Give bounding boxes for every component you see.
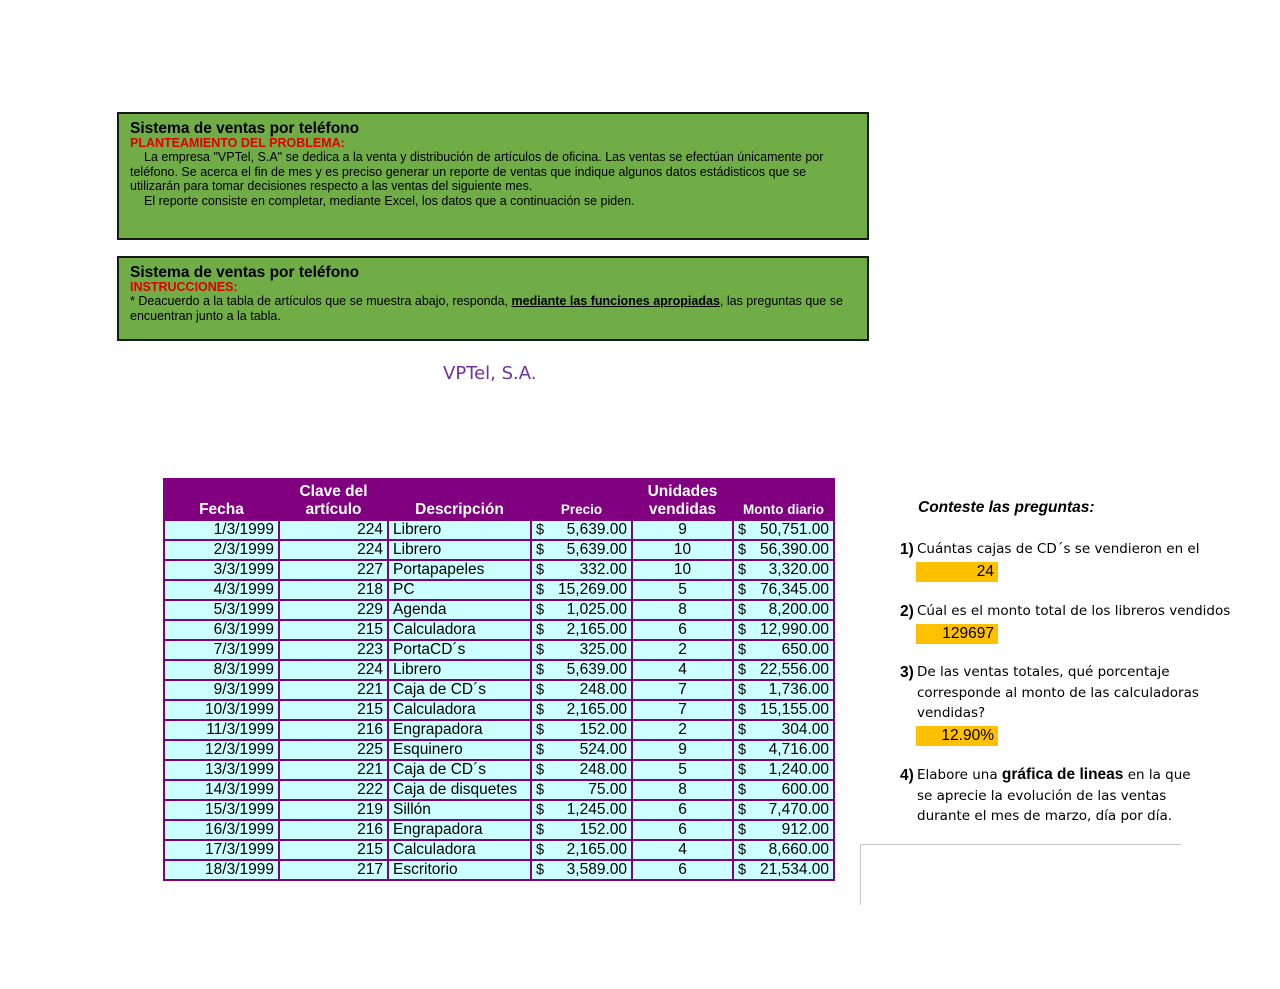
cell-monto[interactable]: $ 12,990.00 xyxy=(733,620,834,640)
header-precio[interactable]: Precio xyxy=(531,479,632,520)
header-fecha[interactable]: Fecha xyxy=(164,479,279,520)
cell-monto[interactable]: $ 21,534.00 xyxy=(733,860,834,880)
cell-descripcion[interactable]: Engrapadora xyxy=(388,720,531,740)
cell-descripcion[interactable]: Agenda xyxy=(388,600,531,620)
cell-descripcion[interactable]: Librero xyxy=(388,660,531,680)
cell-monto[interactable]: $ 76,345.00 xyxy=(733,580,834,600)
currency-symbol: $ xyxy=(738,562,747,578)
currency-symbol: $ xyxy=(738,662,747,678)
cell-fecha[interactable]: 16/3/1999 xyxy=(164,820,279,840)
cell-fecha[interactable]: 14/3/1999 xyxy=(164,780,279,800)
table-row xyxy=(164,760,834,780)
cell-monto[interactable]: $ 912.00 xyxy=(733,820,834,840)
cell-precio[interactable]: $ 248.00 xyxy=(531,680,632,700)
cell-monto[interactable]: $ 1,736.00 xyxy=(733,680,834,700)
cell-monto[interactable]: $ 304.00 xyxy=(733,720,834,740)
cell-unidades[interactable]: 7 xyxy=(632,700,733,720)
cell-unidades[interactable]: 6 xyxy=(632,620,733,640)
cell-clave[interactable]: 223 xyxy=(279,640,388,660)
cell-precio[interactable]: $ 2,165.00 xyxy=(531,620,632,640)
currency-symbol: $ xyxy=(738,702,747,718)
cell-fecha[interactable]: 6/3/1999 xyxy=(164,620,279,640)
cell-unidades[interactable]: 2 xyxy=(632,720,733,740)
cell-monto[interactable]: $ 7,470.00 xyxy=(733,800,834,820)
problem-box-subtitle: PLANTEAMIENTO DEL PROBLEMA: xyxy=(130,136,345,150)
problem-statement-box xyxy=(117,112,869,240)
cell-precio[interactable]: $ 5,639.00 xyxy=(531,520,632,540)
currency-symbol: $ xyxy=(536,822,545,838)
table-row xyxy=(164,600,834,620)
cell-unidades[interactable]: 5 xyxy=(632,580,733,600)
currency-symbol: $ xyxy=(738,722,747,738)
cell-fecha[interactable]: 13/3/1999 xyxy=(164,760,279,780)
cell-fecha[interactable]: 4/3/1999 xyxy=(164,580,279,600)
instructions-text: * Deacuerdo a la tabla de artículos que se muestra abajo, responda, mediante las funciones apropiadas, las preguntas que se encuentran junto a la tabla. xyxy=(130,294,843,323)
cell-fecha[interactable]: 11/3/1999 xyxy=(164,720,279,740)
cell-fecha[interactable]: 18/3/1999 xyxy=(164,860,279,880)
cell-unidades[interactable]: 4 xyxy=(632,840,733,860)
currency-symbol: $ xyxy=(536,642,545,658)
cell-fecha[interactable]: 5/3/1999 xyxy=(164,600,279,620)
cell-precio[interactable]: $ 2,165.00 xyxy=(531,700,632,720)
currency-symbol: $ xyxy=(536,622,545,638)
cell-descripcion[interactable]: Librero xyxy=(388,520,531,540)
question-1-text: Cuántas cajas de CD´s se vendieron en el xyxy=(917,541,1200,557)
currency-symbol: $ xyxy=(536,522,545,538)
currency-symbol: $ xyxy=(536,582,545,598)
currency-symbol: $ xyxy=(738,842,747,858)
cell-precio[interactable]: $ 5,639.00 xyxy=(531,540,632,560)
question-3-line-3: vendidas? xyxy=(917,705,986,721)
cell-fecha[interactable]: 1/3/1999 xyxy=(164,520,279,540)
cell-monto[interactable]: $ 4,716.00 xyxy=(733,740,834,760)
cell-monto[interactable]: $ 56,390.00 xyxy=(733,540,834,560)
cell-precio[interactable]: $ 1,025.00 xyxy=(531,600,632,620)
currency-symbol: $ xyxy=(738,782,747,798)
problem-paragraph-1: La empresa "VPTel, S.A" se dedica a la venta y distribución de artículos de oficina. Las ventas se efectúan únicamente por teléfono. Se acerca el fin de mes y es preciso generar un reporte de ventas que indique algunos datos estádisticos que se utilizarán para tomar decisiones respecto a las ventas del siguiente mes. xyxy=(130,150,824,193)
cell-unidades[interactable]: 5 xyxy=(632,760,733,780)
question-2-text: Cúal es el monto total de los libreros vendidos xyxy=(917,603,1231,619)
question-1 xyxy=(898,539,1198,582)
question-3-answer-cell[interactable]: 12.90% xyxy=(916,726,998,746)
question-1-number: 1) xyxy=(900,541,914,558)
table-row xyxy=(164,720,834,740)
cell-monto[interactable]: $ 8,200.00 xyxy=(733,600,834,620)
cell-clave[interactable]: 224 xyxy=(279,520,388,540)
currency-symbol: $ xyxy=(738,762,747,778)
cell-unidades[interactable]: 8 xyxy=(632,600,733,620)
question-3-number: 3) xyxy=(900,664,914,681)
cell-clave[interactable]: 218 xyxy=(279,580,388,600)
cell-descripcion[interactable]: Librero xyxy=(388,540,531,560)
currency-symbol: $ xyxy=(536,602,545,618)
currency-symbol: $ xyxy=(738,822,747,838)
cell-clave[interactable]: 219 xyxy=(279,800,388,820)
currency-symbol: $ xyxy=(738,802,747,818)
cell-precio[interactable]: $ 1,245.00 xyxy=(531,800,632,820)
sales-table-body xyxy=(164,520,834,880)
cell-descripcion[interactable]: Escritorio xyxy=(388,860,531,880)
cell-precio[interactable]: $ 248.00 xyxy=(531,760,632,780)
problem-box-title: Sistema de ventas por teléfono xyxy=(130,120,360,137)
instructions-emphasis: mediante las funciones apropiadas xyxy=(511,294,720,308)
cell-clave[interactable]: 224 xyxy=(279,660,388,680)
currency-symbol: $ xyxy=(738,522,747,538)
cell-monto[interactable]: $ 650.00 xyxy=(733,640,834,660)
cell-descripcion[interactable]: Caja de CD´s xyxy=(388,680,531,700)
sales-table xyxy=(163,478,835,881)
cell-unidades[interactable]: 7 xyxy=(632,680,733,700)
currency-symbol: $ xyxy=(536,762,545,778)
cell-fecha[interactable]: 8/3/1999 xyxy=(164,660,279,680)
cell-unidades[interactable]: 9 xyxy=(632,520,733,540)
cell-precio[interactable]: $ 15,269.00 xyxy=(531,580,632,600)
cell-precio[interactable]: $ 524.00 xyxy=(531,740,632,760)
question-3-line-2: corresponde al monto de las calculadoras xyxy=(917,684,1199,701)
question-4-line-2: se aprecie la evolución de las ventas xyxy=(917,787,1167,804)
cell-descripcion[interactable]: Calculadora xyxy=(388,840,531,860)
currency-symbol: $ xyxy=(536,722,545,738)
currency-symbol: $ xyxy=(738,542,747,558)
problem-box-text xyxy=(130,150,856,208)
currency-symbol: $ xyxy=(738,642,747,658)
currency-symbol: $ xyxy=(536,742,545,758)
cell-descripcion[interactable]: Engrapadora xyxy=(388,820,531,840)
questions-title: Conteste las preguntas: xyxy=(918,499,1095,516)
cell-descripcion[interactable]: Caja de CD´s xyxy=(388,760,531,780)
table-row xyxy=(164,620,834,640)
cell-unidades[interactable]: 8 xyxy=(632,780,733,800)
cell-precio[interactable]: $ 332.00 xyxy=(531,560,632,580)
cell-descripcion[interactable]: Sillón xyxy=(388,800,531,820)
cell-monto[interactable]: $ 600.00 xyxy=(733,780,834,800)
cell-clave[interactable]: 225 xyxy=(279,740,388,760)
table-row xyxy=(164,580,834,600)
cell-fecha[interactable]: 3/3/1999 xyxy=(164,560,279,580)
cell-monto[interactable]: $ 15,155.00 xyxy=(733,700,834,720)
cell-clave[interactable]: 224 xyxy=(279,540,388,560)
cell-unidades[interactable]: 6 xyxy=(632,800,733,820)
cell-fecha[interactable]: 12/3/1999 xyxy=(164,740,279,760)
cell-descripcion[interactable]: Caja de disquetes xyxy=(388,780,531,800)
cell-descripcion[interactable]: PC xyxy=(388,580,531,600)
cell-descripcion[interactable]: Calculadora xyxy=(388,700,531,720)
cell-precio[interactable]: $ 325.00 xyxy=(531,640,632,660)
header-monto[interactable]: Monto diario xyxy=(733,479,834,520)
currency-symbol: $ xyxy=(738,862,747,878)
currency-symbol: $ xyxy=(738,682,747,698)
cell-clave[interactable]: 216 xyxy=(279,820,388,840)
cell-clave[interactable]: 221 xyxy=(279,760,388,780)
chart-placeholder-frame[interactable] xyxy=(860,844,1181,905)
cell-unidades[interactable]: 6 xyxy=(632,860,733,880)
cell-precio[interactable]: $ 152.00 xyxy=(531,820,632,840)
table-row xyxy=(164,840,834,860)
cell-monto[interactable]: $ 8,660.00 xyxy=(733,840,834,860)
question-2 xyxy=(898,601,1231,644)
table-row xyxy=(164,780,834,800)
cell-fecha[interactable]: 17/3/1999 xyxy=(164,840,279,860)
cell-monto[interactable]: $ 50,751.00 xyxy=(733,520,834,540)
cell-precio[interactable]: $ 2,165.00 xyxy=(531,840,632,860)
cell-precio[interactable]: $ 5,639.00 xyxy=(531,660,632,680)
header-unidades[interactable]: Unidades vendidas xyxy=(632,479,733,520)
table-row xyxy=(164,740,834,760)
header-descripcion[interactable]: Descripción xyxy=(388,479,531,520)
cell-clave[interactable]: 215 xyxy=(279,840,388,860)
currency-symbol: $ xyxy=(536,862,545,878)
cell-descripcion[interactable]: PortaCD´s xyxy=(388,640,531,660)
table-row xyxy=(164,860,834,880)
cell-clave[interactable]: 216 xyxy=(279,720,388,740)
cell-unidades[interactable]: 4 xyxy=(632,660,733,680)
cell-clave[interactable]: 217 xyxy=(279,860,388,880)
cell-descripcion[interactable]: Esquinero xyxy=(388,740,531,760)
question-2-answer-cell[interactable]: 129697 xyxy=(916,624,998,644)
company-name: VPTel, S.A. xyxy=(443,363,537,384)
question-2-number: 2) xyxy=(900,603,914,620)
currency-symbol: $ xyxy=(536,782,545,798)
cell-fecha[interactable]: 9/3/1999 xyxy=(164,680,279,700)
cell-precio[interactable]: $ 75.00 xyxy=(531,780,632,800)
table-row xyxy=(164,680,834,700)
cell-descripcion[interactable]: Calculadora xyxy=(388,620,531,640)
cell-monto[interactable]: $ 22,556.00 xyxy=(733,660,834,680)
cell-unidades[interactable]: 2 xyxy=(632,640,733,660)
table-row xyxy=(164,560,834,580)
question-4-number: 4) xyxy=(900,767,914,784)
question-4 xyxy=(898,765,1198,827)
problem-paragraph-2: El reporte consiste en completar, mediante Excel, los datos que a continuación se piden. xyxy=(144,193,635,208)
table-row xyxy=(164,540,834,560)
cell-monto[interactable]: $ 1,240.00 xyxy=(733,760,834,780)
cell-unidades[interactable]: 10 xyxy=(632,560,733,580)
cell-unidades[interactable]: 10 xyxy=(632,540,733,560)
cell-clave[interactable]: 227 xyxy=(279,560,388,580)
table-row xyxy=(164,800,834,820)
currency-symbol: $ xyxy=(536,842,545,858)
question-3 xyxy=(898,662,1198,746)
currency-symbol: $ xyxy=(536,542,545,558)
currency-symbol: $ xyxy=(536,702,545,718)
cell-clave[interactable]: 221 xyxy=(279,680,388,700)
cell-clave[interactable]: 229 xyxy=(279,600,388,620)
currency-symbol: $ xyxy=(536,802,545,818)
table-row xyxy=(164,660,834,680)
currency-symbol: $ xyxy=(536,682,545,698)
cell-clave[interactable]: 215 xyxy=(279,700,388,720)
cell-unidades[interactable]: 6 xyxy=(632,820,733,840)
table-header-row xyxy=(164,479,834,520)
question-4-line-3: durante el mes de marzo, día por día. xyxy=(917,808,1173,824)
question-4-line-1: Elabore una gráfica de lineas en la que xyxy=(917,766,1191,783)
cell-descripcion[interactable]: Portapapeles xyxy=(388,560,531,580)
currency-symbol: $ xyxy=(738,602,747,618)
cell-unidades[interactable]: 9 xyxy=(632,740,733,760)
question-1-answer-cell[interactable]: 24 xyxy=(916,562,998,582)
currency-symbol: $ xyxy=(738,622,747,638)
question-3-line-1: De las ventas totales, qué porcentaje xyxy=(917,664,1170,680)
cell-fecha[interactable]: 15/3/1999 xyxy=(164,800,279,820)
currency-symbol: $ xyxy=(738,582,747,598)
currency-symbol: $ xyxy=(536,662,545,678)
currency-symbol: $ xyxy=(536,562,545,578)
table-row xyxy=(164,700,834,720)
cell-fecha[interactable]: 10/3/1999 xyxy=(164,700,279,720)
table-row xyxy=(164,640,834,660)
instructions-box xyxy=(117,256,869,341)
cell-monto[interactable]: $ 3,320.00 xyxy=(733,560,834,580)
currency-symbol: $ xyxy=(738,742,747,758)
table-row xyxy=(164,520,834,540)
cell-clave[interactable]: 215 xyxy=(279,620,388,640)
cell-clave[interactable]: 222 xyxy=(279,780,388,800)
table-row xyxy=(164,820,834,840)
cell-fecha[interactable]: 2/3/1999 xyxy=(164,540,279,560)
instructions-box-title: Sistema de ventas por teléfono xyxy=(130,264,360,281)
question-4-emphasis: gráfica de lineas xyxy=(1001,766,1124,783)
cell-precio[interactable]: $ 152.00 xyxy=(531,720,632,740)
cell-precio[interactable]: $ 3,589.00 xyxy=(531,860,632,880)
cell-fecha[interactable]: 7/3/1999 xyxy=(164,640,279,660)
questions-panel xyxy=(898,497,1231,891)
header-clave[interactable]: Clave del artículo xyxy=(279,479,388,520)
instructions-box-subtitle: INSTRUCCIONES: xyxy=(130,280,238,294)
